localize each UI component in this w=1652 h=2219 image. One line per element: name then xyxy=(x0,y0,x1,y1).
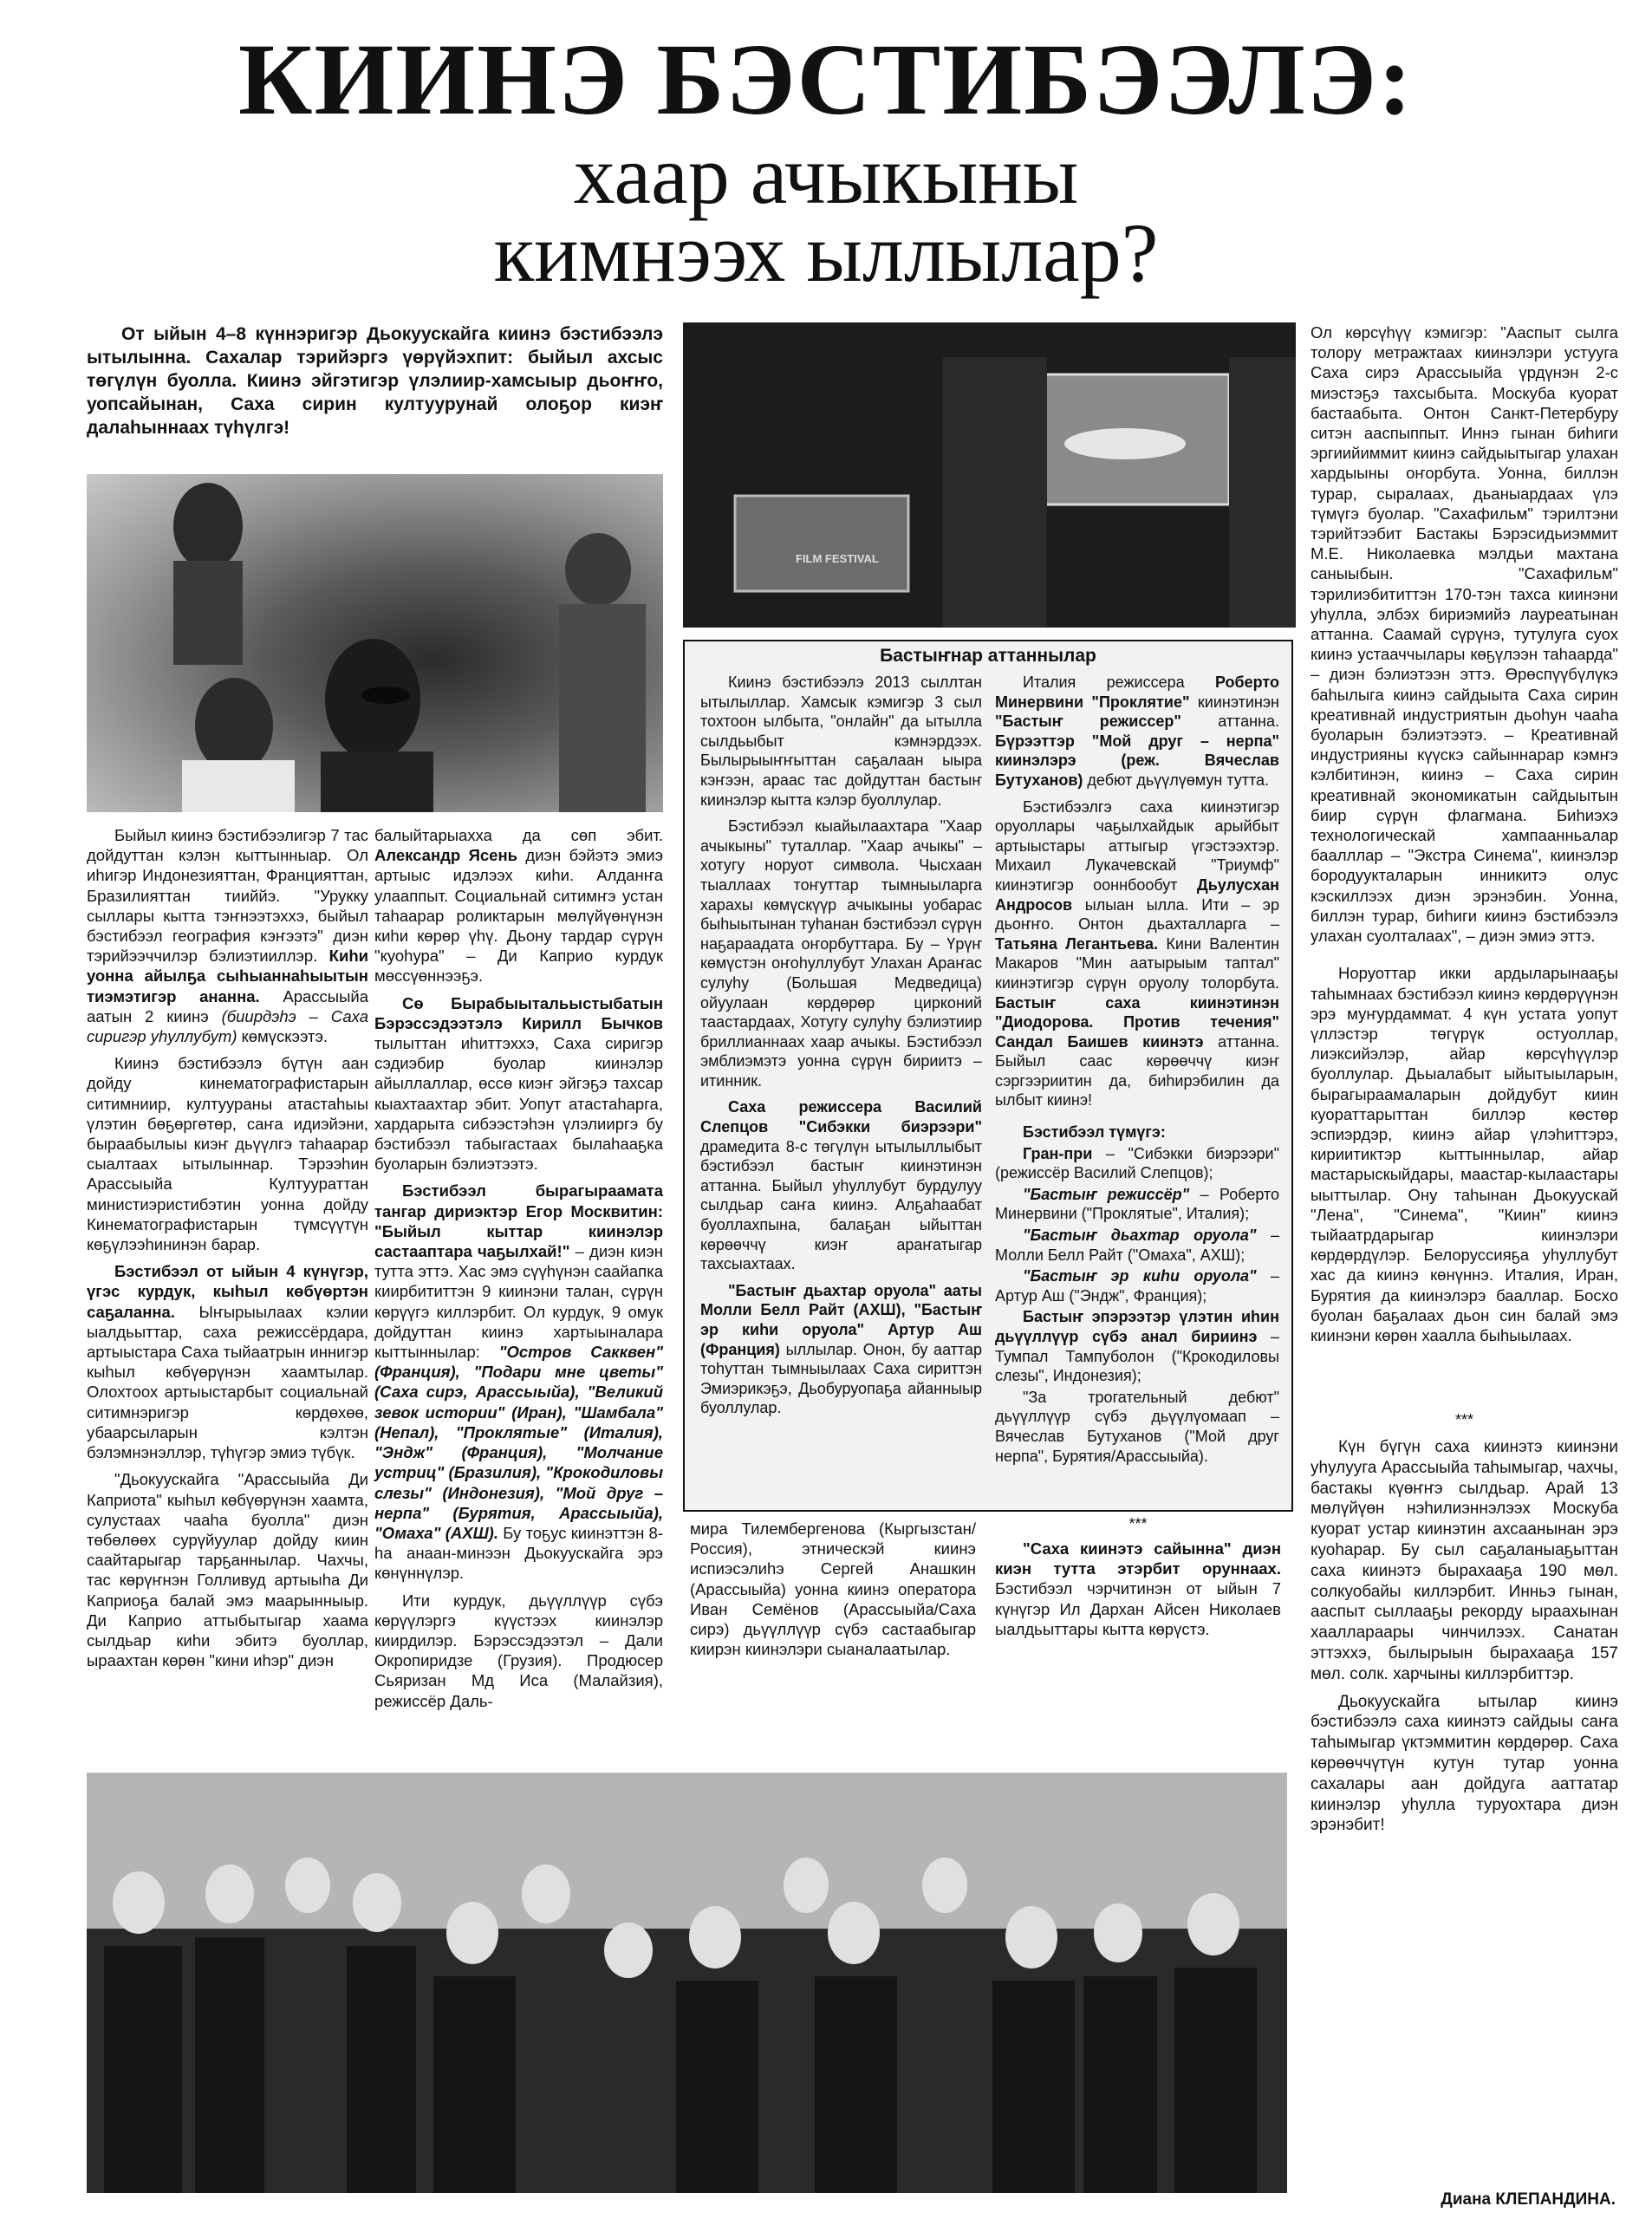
box-c2p1-f: Бүрээттэр "Мой друг – нерпа" киинэлэрэ (реж. Вячеслав Бутуханов) xyxy=(995,732,1279,789)
box-c2p2-e: Кини Валентин Макаров "Мин аатырыым таптал" киинэтигэр сүрүн оруолу толорбута. xyxy=(995,934,1279,992)
article-column-3-tail xyxy=(690,1519,976,1659)
winner-2-label: "Бастыҥ режиссёр" xyxy=(1023,1185,1190,1203)
col4-p1: Ол көрсүһүү кэмигэр: "Ааспыт сылга толору метражтаах киинэлэри устууга Саха сирэ Арассыыйа үрдүнэн 2-с миэстэҕэ тахсыбыта. Москуба куорат бастаабыта. Онтон Санкт-Петербуру ситэн ааспыппыт. Иннэ гынан биһиги эргиийиммит киинэ сайдыытыгар улахан хардыыны оҥорбута. Уонна, биллэн турар, сыралаах, дьаныардаах үлэ түмүгэ буолар. "Сахафильм" тэрилтэни тэрийтээбит Бастакы Бэрэсидьиэммит М.Е. Николаевка мэлдьи махтана саныыбын. "Сахафильм" тэрилиэбититтэн 170-тэн тахса киинэни уһулла, элбэх бириэмийэ лауреатынан аттанна. Саамай сүрүнэ, тутулуга суох киинэ устааччылары көҕүлээн таһаарда" – диэн бэлиэтээн эттэ. Өрөспүүбүлүкэ баһылыга киинэ сайдыыта Саха сирин креативнай индустриятын дьоһун чааһа буоларын бэлиэтээтэ. – Креативнай индустрияны күүскэ сайыннарар кэмҥэ кэлбитинэн, киинэ – Саха сирин креативнай экономикатын сайдыытын биир сүрүн флагмана. Биһиэхэ технологическай хампаанньалар баалллар – "Экстра Синема", киинэлэр бородуукталарын инникитэ олус кэскиллээх диэн эрэнэбин. Уонна, биллэн турар, биһиги киинэ бэстибээлэ улахан суолталаах", – диэн эмиэ эттэ. xyxy=(1311,323,1618,946)
box-c2p2-f: Бастыҥ саха киинэтинэн "Диодорова. Против течения" Сандал Баишев киинэтэ xyxy=(995,993,1279,1051)
winner-4: – Артур Аш ("Эндж", Франция); xyxy=(995,1267,1279,1305)
trophy-engraving: FILM FESTIVAL xyxy=(796,552,879,565)
box-c2p1-bold: Роберто Минервини "Проклятие" xyxy=(995,674,1279,711)
conclusion-p2: Дьокуускайга ытылар киинэ бэстибээлэ саха киинэтэ сайдыы саҥа таһымыгар үктэммитин көрдөрөр. Саха көрөөччүтүн кутун тутар уонна сахалары аан дойдуга ааттатар киинэлэр уһулла туруохтара диэн эрэнэбит! xyxy=(1311,1692,1618,1835)
group-photo-illustration xyxy=(87,1773,1287,2193)
box-c1p3: дрaмедитa 8-с төгүлүн ытылыллыбыт бэстибээл бастыҥ киинэтинэн аттанна. Быйыл уһуллубут бурдулуу сылдьар саҥа киинэ. Алҕаһаабат буоллахпына, балаҕан ыйыттан көрөөччү киэҥ араҥатыгар тахсыахтаах. xyxy=(700,1137,982,1273)
ilDarkhan-note xyxy=(995,1539,1281,1639)
winners-list-title: Бэстибээл түмүгэ: xyxy=(1023,1123,1166,1142)
winner-1-label: Гран-при xyxy=(1023,1144,1093,1162)
winner-2: – Роберто Минервини ("Проклятые", Италия); xyxy=(995,1185,1279,1223)
film-still-illustration xyxy=(87,474,663,812)
box-c2p2: Бэстибээлгэ саха киинэтигэр оруоллары чаҕылхайдык арыйбыт артыыстары аттыгыр үгэстээхтэр. Михаил Лукачевскай "Триумф" киинэтигэр ооннбообут xyxy=(995,797,1279,894)
col2-p3-bold: Бэстибээл бырагыраамата тангар дириэктэр Егор Москвитин: xyxy=(374,1181,663,1220)
col2-film-list: "Остров Сакквен" (Франция), "Подари мне цветы" (Саха сирэ, Арассыыйа), "Великий зевок истории" (Иран), "Шамбала" (Непал), "Проклятые" (Италия), "Эндж" (Франция), "Молчание устриц" (Бразилия), "Крокодиловы слезы" (Индонезия), "Мой друг – нерпа" (Бурятия, Арассыыйа), "Омаха" (АХШ). xyxy=(374,1343,663,1542)
award-trophy-photo xyxy=(683,322,1296,628)
col2-p1-bold: Александр Ясень xyxy=(374,846,518,865)
sidebar-column-2 xyxy=(995,673,1279,1466)
lead-paragraph: От ыйын 4–8 күннэригэр Дьокуускайга киинэ бэстибээлэ ытылынна. Сахалар тэрийэргэ үөрүйэхпит: быйыл ахсыс төгүлүн буолла. Киинэ эйгэтигэр үлэлиир-хамсыыр дьоҥҥо, уопсайынан, Саха сирин култуурунай олоҕор киэҥ далаһыннаах түһүлгэ! xyxy=(87,324,663,438)
article-column-1 xyxy=(87,825,368,1670)
box-c1p4-bold: "Бастыҥ дьахтар оруола" ааты Молли Белл Райт (АХШ), "Бастыҥ эр киһи оруола" Артур Аш (Франция) xyxy=(700,1281,982,1358)
headline-line2: хаар ачыкыны xyxy=(573,128,1079,221)
headline-line3: кимнээх ыллылар? xyxy=(493,206,1159,299)
winner-6: "За трогательный дебют" дьүүллүүр сүбэ дьүүлүомаап – Вячеслав Бутуханов ("Мой друг нерпа", Бурятия/Арассыыйа). xyxy=(995,1388,1279,1465)
winner-4-label: "Бастыҥ эр киһи оруола" xyxy=(1023,1267,1257,1285)
col1-p3: Ыҥырыылаах кэлии ыалдьыттар, саха режиссёрдара, артыыстара Саха тыйаатрын иннигэр кыһыл көбүөрүнэн хаамтылар. Олохтоох артыыстарбыт социальнай ситимнэригэр көрдөхөө, убаарсыларын кэлтэн бэлэмнэнэллэр, түһүгэр эмиэ түбүк. xyxy=(87,1302,369,1462)
article-column-2 xyxy=(374,825,663,1711)
film-still-photo xyxy=(87,474,663,812)
col2-p3: – диэн киэн тутта эттэ. Хас эмэ сүүһүнэн саайапка киирбититтэн 9 киинэни талан, сүрүн көрүүгэ киллэрбит. Ол курдук, 9 омук дойдуттан киинэ хартыыналара кыттыннылар: xyxy=(374,1242,664,1362)
col1-p1-italic: (биирдэһэ – Саха сиригэр уһуллубут) xyxy=(87,1006,368,1046)
col1-p1-c: Арассыыйа аатын 2 киинэ xyxy=(87,986,368,1025)
col1-p1: Быйыл киинэ бэстибээлигэр 7 тас дойдуттан кэлэн кыттынныар. Ол иһигэр Индонезияттан, Францияттан, Бразилияттан тииййэ. "Урукку сыллары кытта тэҥнээтэххэ, быйыл бэстибээл география кэҥээтэ" диэн тэрийээччилэр бэлиэтииллэр. xyxy=(87,826,368,966)
box-c2p1-e: аттанна. xyxy=(1218,713,1279,731)
col1-p3-bold: Бэстибээл от ыйын 4 күнүгэр, үгэс курдук, кыһыл көбүөртэн саҕаланна. xyxy=(87,1262,368,1321)
conclusion-p1: Күн бүгүн саха киинэтэ киинэни уһулууга Арассыыйа таһымыгар, чахчы, бастакы күөҥҥэ сылдьар. Арай 13 мөлүйүөн нэһилиэннэлээх Москуба куорат устар киинэтин ахсаанынан эрэ куоһарар. Бу сыл саҕаланыаҕыттан саха киинэтэ бырахааҕа 190 мөл. солкуобайы киллэрбит. Инньэ гынан, ааспыт сыллааҕы рекорду ыраахынан хааллараары чинчилээх. Санатан эттэххэ, былырыын бырахааҕа 157 мөл. солк. харчыны киллэрбиттэр. xyxy=(1311,1438,1618,1683)
box-c1p3-bold: Саха режиссера Василий Слепцов "Сибэкки биэрээри" xyxy=(700,1098,982,1136)
box-c2p1-d: "Бастыҥ режиссер" xyxy=(995,713,1181,731)
box-c2p1-c: киинэтинэн xyxy=(1197,693,1279,711)
col1-p1-d: көмүскээтэ. xyxy=(241,1027,328,1046)
winner-3-label: "Бастыҥ дьахтар оруола" xyxy=(1023,1227,1257,1245)
box-c2p1-g: дебют дьүүлүөмун тутта. xyxy=(1087,771,1270,789)
sidebar-column-1 xyxy=(700,673,982,1418)
col1-p4: "Дьокуускайга "Арассыыйа Ди Каприота" кыһыл көбүөрүнэн хаамта, сулустаах чааһа буолла" диэн төбөлөөх сурүйуулар дойду киин саайтарыгар тарҕаннылар. Чахчы, тас көрүҥнэн Голливуд артыыһа Ди Каприоҕа балай эмэ маарынныыр. Ди Каприо аттыбытыгар хаама сылдьар киһи эбитэ буоллар, ыраахтан көрөн "кини иһэр" диэн xyxy=(87,1470,368,1670)
headline-line1: КИИНЭ БЭСТИБЭЭЛЭ: xyxy=(237,23,1415,136)
mid-note-text: Бэстибээл чэрчитинэн от ыйын 7 күнүгэр Ил Дархан Айсен Николаев ыалдьыттары кытта көрүстэ. xyxy=(995,1579,1281,1638)
box-c2p2-d: Татьяна Легантьева. xyxy=(995,934,1158,953)
col4-p2: Норуоттар икки ардыларынааҕы таһымнаах бэстибээл киинэ көрдөрүүнэн эрэ муҥурдаммат. 4 күн устата уопут үллэстэр төгүрүк остуоллар, лиэксийэлэр, айар көрсүһүүлэр буоллулар. Дьыалабыт ыйытыыларын, бырагыраамаларын дойдубут киин куораттарыттан биллэр көстөр эспиэрдэр, киинэ айар үлэһиттэрэ, кириитиктэр кыттыннылар, айар мастарыскыйдары, маастар-кылаастары ыыттылар. Ону таһынан Дьокуускай "Лена", "Синема", "Киин" киинэ тыйаатрдарыгар киинэлэри көрдөрдүлэр. Белоруссияҕа уһуллубут хас да киинэ көнүннэ. Италия, Иран, Бурятия да киинэлэрэ бааллар. Босхо буолан баҕалаах дьон син балай эмэ киинэни көрөн хаалла быһыылаах. xyxy=(1311,964,1618,1344)
col3-tail: мира Тилембергенова (Кыргызстан/Россия), этническэй киинэ испиэсэлиһэ Сергей Анашкин (Арассыыйа) уонна киинэ оператора Иван Семёнов (Арассыыйа/Саха сирэ) дьүүллүүр сүбэ састаабыгар киирэн киинэлэри сыаналаатылар. xyxy=(690,1519,976,1659)
col2-p3-quote: "Быйыл кыттар киинэлэр састааптара чаҕылхай!" xyxy=(374,1221,663,1261)
winner-5-label: Бастыҥ эпэрээтэр үлэтин иһин дьүүллүүр сүбэ анал бириинэ xyxy=(995,1308,1279,1345)
col1-p2: Киинэ бэстибээлэ бүтүн аан дойду кинематографистарын ситимниир, култуураны атастаһыы үлэтин бөҕөргөтөр, саҥа идиэйэни, быраабылыы киэҥ дьүүлгэ таһаарар сыалтаах ытылыннар. Тэрээһин Арассыыйа Култуураттан министиэристибэтин уонна дойду Кинематографистарын түмсүүтүн көҕүлээһининэн барар. xyxy=(87,1054,368,1254)
box-c2p2-g: аттанна. Быйыл саас көрөөччү киэҥ сэргээриитин да, биһирэбилин да ылбыт киинэ! xyxy=(995,1032,1279,1110)
conclusion-note xyxy=(1311,1437,1618,1836)
separator-stars-mid: *** xyxy=(1128,1515,1148,1532)
box-c2p2-bold: Дьулусхан Андросов xyxy=(995,875,1279,914)
col2-p2: тылыттан иһиттэххэ, Саха сиригэр сэдиэбир буолар киинэлэр айыллаллар, өссө киэҥ эйгэҕэ тахсар кыахтаахтар эбит. Уопут атастаһарга, хардарыта сибээстэһэн үлэлииргэ бу бэстибээл табыгастаах былаһааҕка буоларын бэлиэтээтэ. xyxy=(374,1034,663,1174)
winner-1: – "Сибэкки биэрээри" (режиссёр Василий Слепцов); xyxy=(995,1144,1279,1182)
sidebar-title: Бастыҥнар аттаннылар xyxy=(880,646,1096,666)
col2-p2-bold: Сѳ Бырабыытальыстыбатын Бэрэссэдээтэлэ Кирилл Бычков xyxy=(374,993,663,1032)
box-c1p1: Киинэ бэстибээлэ 2013 сыллтан ытылыллар. Хамсык кэмигэр 3 сыл тохтоон ылбыта, "онлайн" да ытылла сылдьыбыт кэмнэрдээх. Былырыыҥҥыттан саҕалаан ыыра кэҥээн, араас тас дойдуттан бастыҥ киинэлэр кытта кэлэр буоллулар. xyxy=(700,674,982,809)
box-c1p2: Бэстибээл кыайылаахтара "Хаар ачыкыны" туталлар. "Хаар ачыкы" – хотугу норуот символа. Чысхаан тыаллаах тоҥуттар тымныыларга харахы көмүскүүр ачыкыны уобарас быһыытынан туһанан бэстибээл сүрүн наҕараадата оҥорбуттара. Бу – Үрүҥ көмүстэн оҥоһуллубут Улахан Араҥас сулуһу (Большая Медведица) ойуулаан көрдөрөр цирконий таастардаах, Хотугу сулуһу бэлиэтиир бриллианнаах хаар ачыкы. Бэстибээл эмблиэмэтэ уонна сүрүн бириитэ – итинник. xyxy=(700,817,982,1090)
author-signature: Диана КЛЕПАНДИНА. xyxy=(1441,2190,1616,2209)
group-photo xyxy=(87,1773,1287,2193)
winner-3: – Молли Белл Райт ("Омаха", АХШ); xyxy=(995,1227,1279,1264)
winner-5: – Тумпал Тампуболон ("Крокодиловы слезы", Индонезия); xyxy=(995,1328,1279,1385)
article-column-4 xyxy=(1311,322,1618,1345)
col2-p1-c: диэн бэйэтэ эмиэ артыыс идэлээх киһи. Алданҥа улааппыт. Социальнай ситимҥэ устан таһаарар роликтарын мөлүйүөнүнэн киһи көрөр үһү. Дьону тардар сүрүн "куоһура" – Ди Каприо курдук мөссүөннээҕэ. xyxy=(374,846,664,986)
col1-p1-bold: Киһи уонна айылҕа сыһыаннаһыытын тиэмэтигэр ананна. xyxy=(87,947,368,1005)
mid-note-bold: "Саха киинэтэ сайынна" диэн киэн тутта этэрбит оруннаах. xyxy=(995,1539,1281,1578)
col2-p3-c: Бу тоҕус киинэттэн 8-һа анаан-минээн Дьокуускайга эрэ көнүннүлэр. xyxy=(374,1523,664,1583)
col2-p1: балыйтарыахха да сөп эбит. xyxy=(374,826,663,844)
box-c2p2-c: ылыан ылла. Ити – эр дьоҥҥо. Онтон дьахталларга – xyxy=(995,895,1279,934)
col2-p4: Ити курдук, дьүүллүүр сүбэ көрүүлэргэ күүстээх киинэлэр киирдилэр. Бэрэссэдээтэл – Дали Окропиридзе (Грузия). Продюсер Сьяризан Мд Иса (Малайзия), режиссёр Даль- xyxy=(374,1591,663,1710)
box-c1p4: ыллылар. Онон, бу ааттар тоһуттан тымныылаах Саха сириттэн Эмиэрикэҕэ, Дьобуруопаҕа айанныыр буоллулар. xyxy=(700,1340,982,1417)
separator-stars-right: *** xyxy=(1454,1411,1473,1428)
box-c2p1: Италия режиссера xyxy=(1023,674,1185,691)
trophy-illustration xyxy=(683,322,1296,628)
